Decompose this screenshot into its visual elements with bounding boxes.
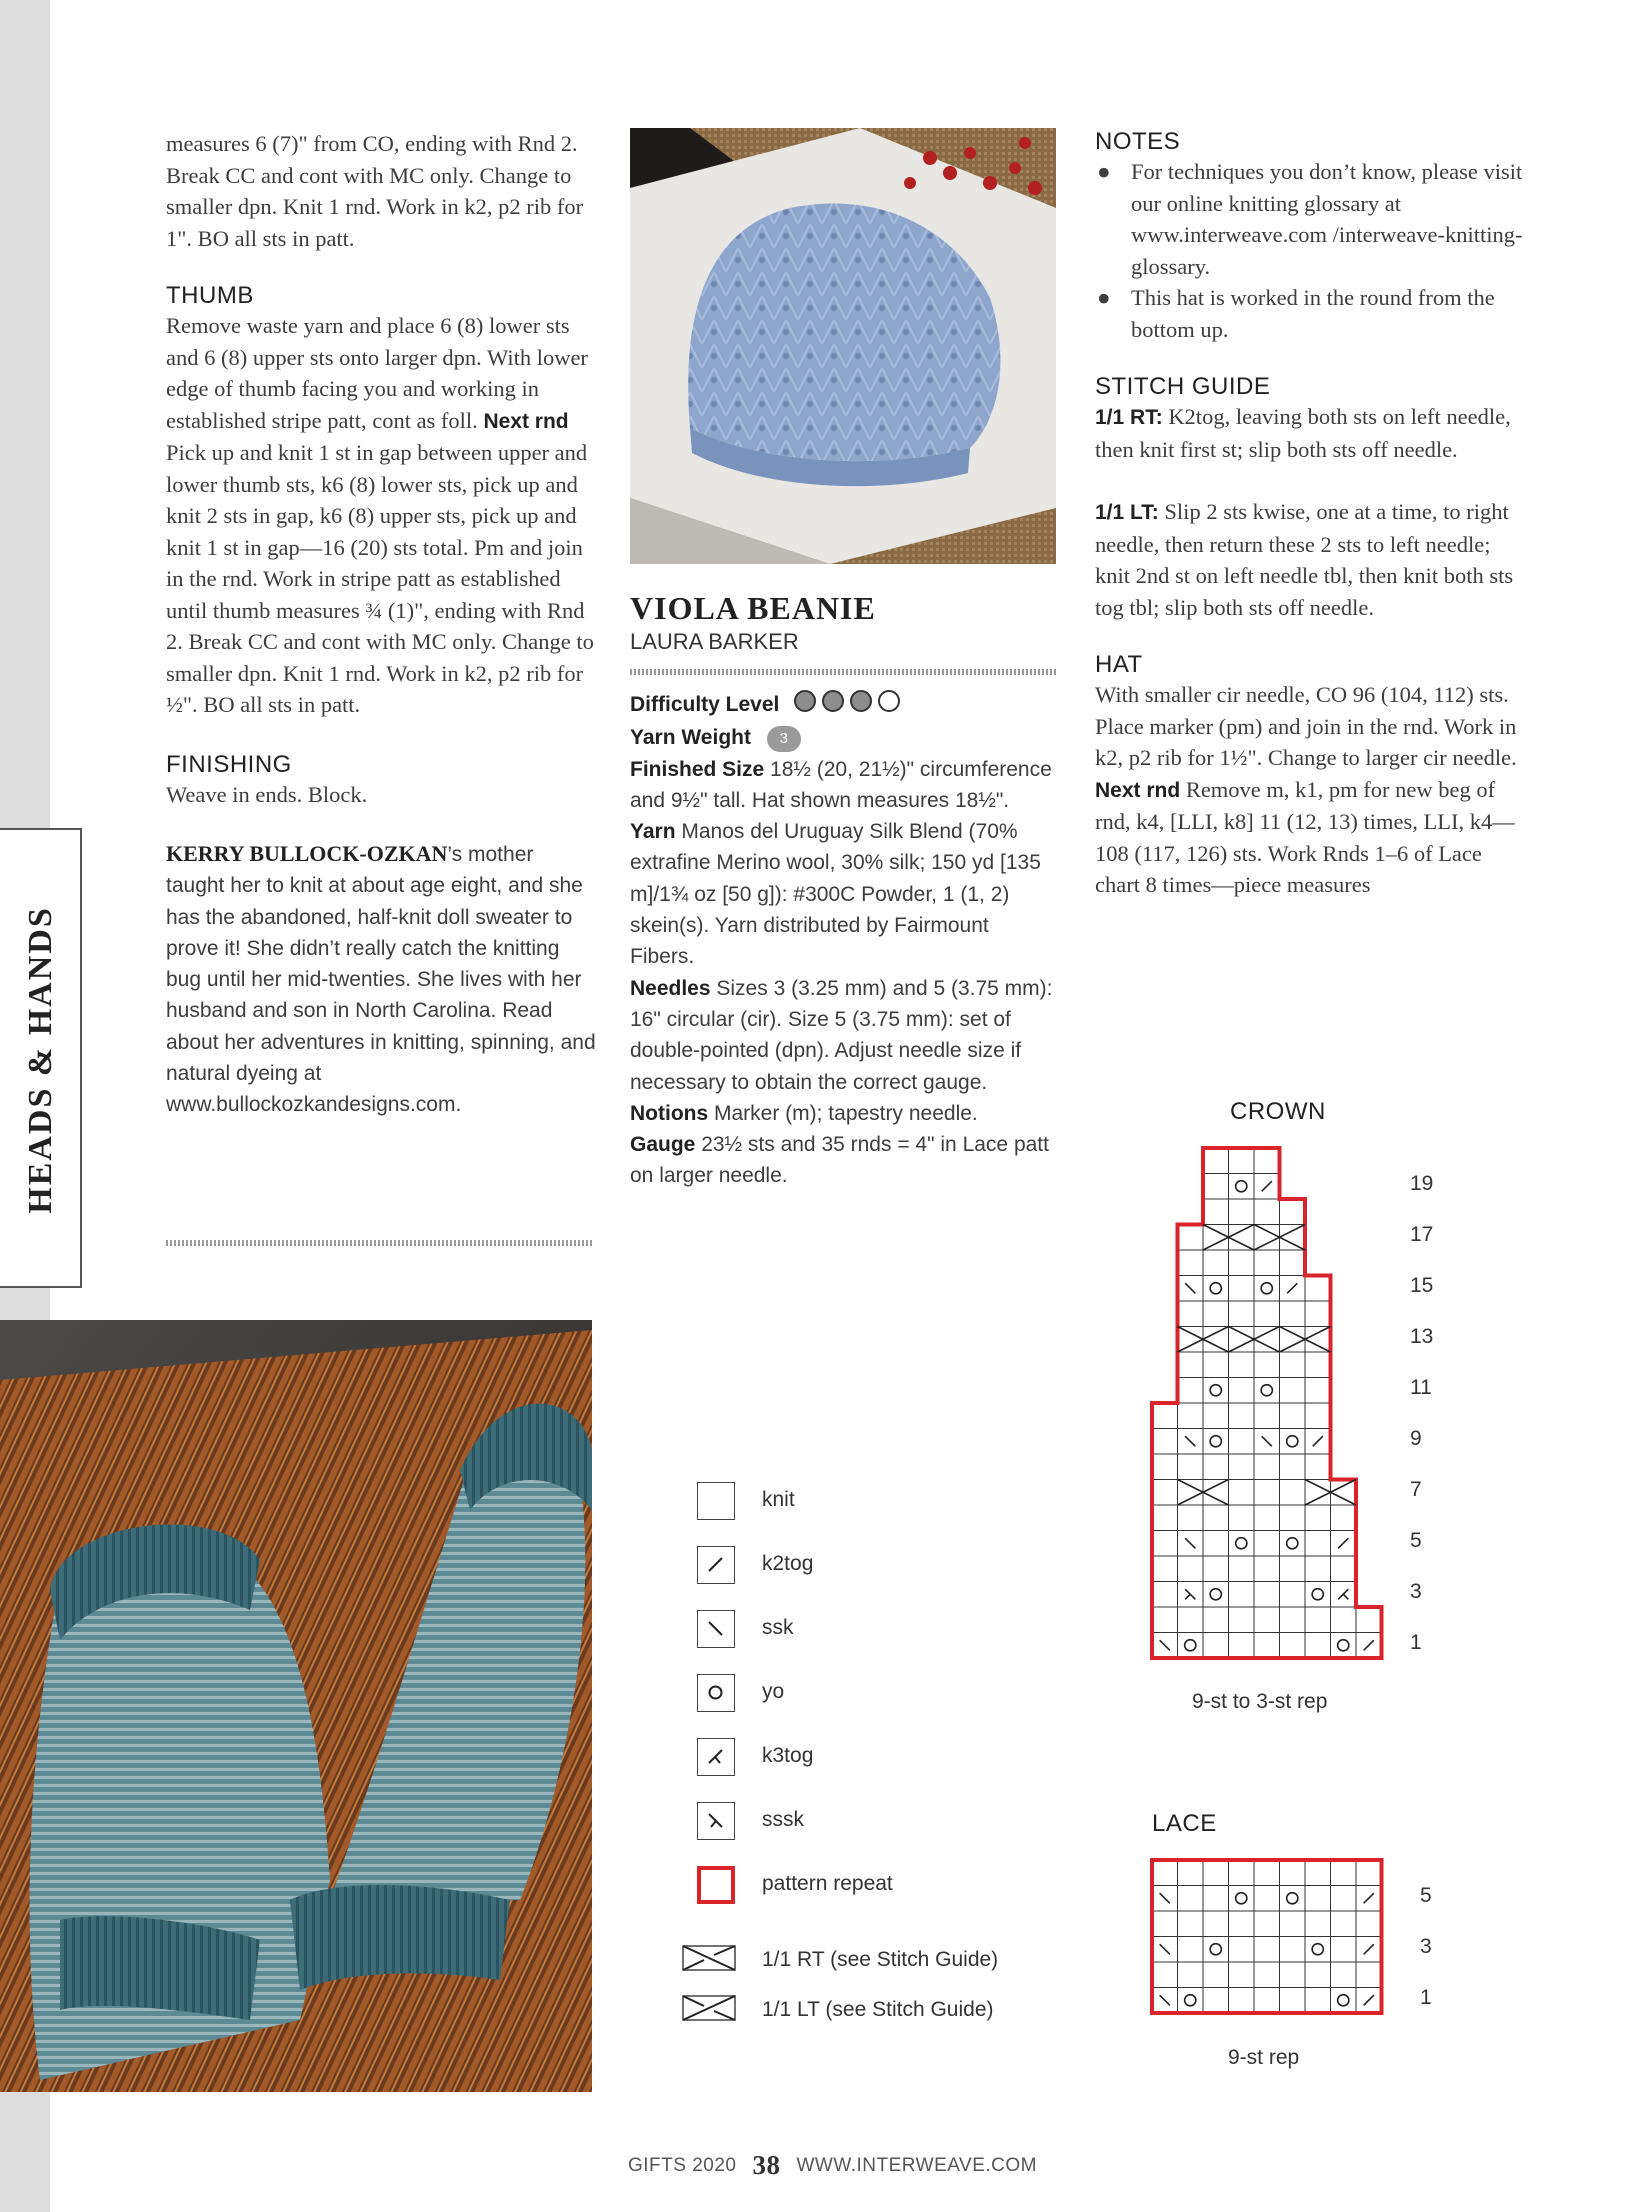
footer-url: WWW.INTERWEAVE.COM: [796, 2154, 1038, 2176]
chart-cell: [1254, 1556, 1280, 1582]
chart-cell: [1280, 1962, 1306, 1988]
beanie-photo: [630, 128, 1056, 564]
chart-cell: [1152, 1505, 1178, 1531]
chart-cell: [1280, 1403, 1306, 1429]
crown-row-number: 7: [1410, 1477, 1422, 1501]
chart-cell: [1280, 1911, 1306, 1937]
chart-cell: [1331, 1480, 1357, 1506]
chart-cell: [1254, 1327, 1280, 1353]
chart-cell: [1280, 1429, 1306, 1455]
chart-cell: [1331, 1988, 1357, 2014]
yarn-weight-number: 3: [779, 729, 788, 747]
notes-heading: NOTES: [1095, 128, 1181, 155]
chart-cell: [1178, 1633, 1204, 1659]
chart-cell: [1229, 1301, 1255, 1327]
chart-cell: [1178, 1250, 1204, 1276]
chart-cell: [1203, 1403, 1229, 1429]
chart-cell: [1229, 1148, 1255, 1174]
lt-cable-icon: [682, 1994, 738, 2024]
crown-row-number: 9: [1410, 1426, 1422, 1450]
chart-cell: [1152, 1962, 1178, 1988]
rt-text: K2tog, leaving both sts on left needle, then knit first st; slip both sts off needle.: [1095, 404, 1511, 462]
chart-cell: [1280, 1988, 1306, 2014]
notions-label: Notions: [630, 1101, 709, 1125]
column-left: [166, 128, 596, 1121]
chart-cell: [1254, 1607, 1280, 1633]
chart-cell: [1305, 1988, 1331, 2014]
chart-cell: [1280, 1250, 1306, 1276]
legend-label: k3tog: [762, 1744, 814, 1767]
beanie-photo-art: [630, 128, 1056, 564]
gauge-label: Gauge: [630, 1133, 696, 1157]
chart-cell: [1305, 1352, 1331, 1378]
lace-row-number: 1: [1420, 1985, 1432, 2009]
chart-cell: [1305, 1962, 1331, 1988]
chart-cell: [1254, 1531, 1280, 1557]
chart-cell: [1229, 1276, 1255, 1302]
chart-cell: [1203, 1174, 1229, 1200]
chart-cell: [1203, 1911, 1229, 1937]
chart-cell: [1331, 1937, 1357, 1963]
chart-cell: [1280, 1480, 1306, 1506]
chart-cell: [1331, 1633, 1357, 1659]
k2tog-icon: [697, 1546, 735, 1584]
crown-row-number: 5: [1410, 1528, 1422, 1552]
chart-cell: [1305, 1531, 1331, 1557]
bio-body: ’s mother taught her to knit at about age eight, and she has the abandoned, half-knit doll sweater to prove it! She didn’t really catch the knitting bug until her mid-twenties. She lives with her husband and son in North Carolina. Read about her adventures in knitting, spinning, and natural dyeing at www.bullockozkandesigns.com.: [166, 843, 596, 1117]
legend-label: pattern repeat: [762, 1872, 893, 1895]
chart-cell: [1229, 1633, 1255, 1659]
legend-label: sssk: [762, 1808, 804, 1831]
pattern-info: [630, 590, 1058, 1192]
chart-cell: [1305, 1454, 1331, 1480]
chart-cell: [1305, 1403, 1331, 1429]
chart-cell: [1254, 1988, 1280, 2014]
crown-repeat-label: 9-st to 3-st rep: [1192, 1690, 1328, 1713]
chart-cell: [1203, 1531, 1229, 1557]
title-rule: [630, 669, 1056, 675]
k3tog-icon: [697, 1738, 735, 1776]
chart-cell: [1229, 1607, 1255, 1633]
yarn-weight-label: Yarn Weight: [630, 726, 751, 750]
chart-cell: [1280, 1505, 1306, 1531]
yarn-weight-row: [630, 722, 1058, 753]
lt-label: 1/1 LT:: [1095, 501, 1159, 524]
chart-cell: [1203, 1301, 1229, 1327]
gauge-value: 23½ sts and 35 rnds = 4" in Lace patt on larger needle.: [630, 1133, 1049, 1188]
mitts-photo: [0, 1320, 592, 2092]
chart-cell: [1254, 1250, 1280, 1276]
chart-cell: [1203, 1860, 1229, 1886]
finished-size-value: 18½ (20, 21½)" circumference and 9½" tall. Hat shown measures 18½".: [630, 757, 1052, 812]
chart-cell: [1305, 1378, 1331, 1404]
chart-cell: [1280, 1633, 1306, 1659]
chart-cell: [1356, 1911, 1382, 1937]
crown-row-number: 17: [1410, 1222, 1434, 1246]
chart-cell: [1152, 1454, 1178, 1480]
difficulty-row: [630, 689, 1058, 722]
ssk-icon: [697, 1610, 735, 1648]
legend-label: knit: [762, 1488, 795, 1511]
needles-value: Sizes 3 (3.25 mm) and 5 (3.75 mm): 16" circular (cir). Size 5 (3.75 mm): set of double-pointed (dpn). Adjust needle size if necessary to obtain the correct gauge.: [630, 976, 1053, 1094]
chart-cell: [1280, 1454, 1306, 1480]
chart-cell: [1331, 1607, 1357, 1633]
chart-cell: [1229, 1225, 1255, 1251]
chart-cell: [1331, 1962, 1357, 1988]
chart-cell: [1203, 1454, 1229, 1480]
designer-name: LAURA BARKER: [630, 629, 799, 654]
note-2-text: This hat is worked in the round from the bottom up.: [1131, 285, 1495, 342]
chart-cell: [1229, 1505, 1255, 1531]
chart-cell: [1280, 1582, 1306, 1608]
crown-chart: [1148, 1144, 1388, 1664]
chart-cell: [1331, 1886, 1357, 1912]
pattern-title: VIOLA BEANIE: [630, 590, 876, 626]
hat-text-b: Remove m, k1, pm for new beg of rnd, k4, [LLI, k8] 11 (12, 13) times, LLI, k4—108 (117, 126) sts. Work Rnds 1–6 of Lace chart 8 times—piece measures: [1095, 776, 1515, 897]
chart-cell: [1178, 1911, 1204, 1937]
bio-name: KERRY BULLOCK-OZKAN: [166, 841, 448, 866]
chart-cell: [1203, 1199, 1229, 1225]
chart-cell: [1178, 1860, 1204, 1886]
chart-cell: [1229, 1199, 1255, 1225]
chart-cell: [1229, 1403, 1255, 1429]
chart-cell: [1229, 1911, 1255, 1937]
chart-cell: [1229, 1378, 1255, 1404]
chart-cell: [1229, 1988, 1255, 2014]
chart-cell: [1280, 1225, 1306, 1251]
chart-cell: [1229, 1429, 1255, 1455]
crown-row-number: 1: [1410, 1630, 1422, 1654]
crown-row-number: 15: [1410, 1273, 1434, 1297]
bio-text: [166, 838, 596, 1121]
chart-cell: [1254, 1911, 1280, 1937]
chart-cell: [1331, 1911, 1357, 1937]
chart-cell: [1229, 1174, 1255, 1200]
chart-cell: [1203, 1988, 1229, 2014]
chart-cell: [1203, 1582, 1229, 1608]
chart-cell: [1280, 1937, 1306, 1963]
chart-cell: [1203, 1276, 1229, 1302]
chart-cell: [1254, 1403, 1280, 1429]
chart-cell: [1280, 1886, 1306, 1912]
chart-cell: [1254, 1225, 1280, 1251]
rt-cable-icon: [682, 1944, 738, 1974]
chart-cell: [1305, 1480, 1331, 1506]
finished-size: [630, 754, 1058, 817]
chart-cell: [1229, 1556, 1255, 1582]
chart-cell: [1152, 1582, 1178, 1608]
chart-cell: [1178, 1607, 1204, 1633]
yarn-value: Manos del Uruguay Silk Blend (70% extrafine Merino wool, 30% silk; 150 yd [135 m]/1¾ oz [50 g]): #300C Powder, 1 (1, 2) skein(s). Yarn distributed by Fairmount Fibers.: [630, 820, 1041, 969]
chart-cell: [1229, 1250, 1255, 1276]
chart-cell: [1152, 1429, 1178, 1455]
chart-cell: [1356, 1860, 1382, 1886]
chart-cell: [1178, 1962, 1204, 1988]
lt-definition: [1095, 496, 1525, 623]
needles-label: Needles: [630, 976, 711, 1000]
note-1-text: For techniques you don’t know, please visit our online knitting glossary at www.interweave.com /interweave-knitting-glossary.: [1131, 159, 1523, 279]
chart-cell: [1229, 1860, 1255, 1886]
chart-cell: [1178, 1454, 1204, 1480]
thumb-text-a: Remove waste yarn and place 6 (8) lower sts and 6 (8) upper sts onto larger dpn. With lower edge of thumb facing you and working in established stripe patt, cont as foll.: [166, 313, 588, 433]
thumb-text: [166, 310, 596, 721]
chart-cell: [1152, 1480, 1178, 1506]
page-number: 38: [752, 2150, 781, 2180]
crown-chart-title: CROWN: [1230, 1098, 1326, 1125]
chart-cell: [1331, 1556, 1357, 1582]
column-rule: [166, 1240, 592, 1246]
chart-cell: [1229, 1886, 1255, 1912]
chart-cell: [1203, 1962, 1229, 1988]
chart-cell: [1203, 1225, 1229, 1251]
chart-cell: [1203, 1429, 1229, 1455]
chart-cell: [1305, 1911, 1331, 1937]
chart-cell: [1203, 1607, 1229, 1633]
chart-cell: [1203, 1327, 1229, 1353]
chart-cell: [1203, 1148, 1229, 1174]
lace-row-number: 5: [1420, 1883, 1432, 1907]
chart-cell: [1280, 1301, 1306, 1327]
yo-icon: [697, 1674, 735, 1712]
lt-text: Slip 2 sts kwise, one at a time, to right needle, then return these 2 sts to left needle; knit 2nd st on left needle tbl, then knit both sts tog tbl; slip both sts off needle.: [1095, 499, 1514, 620]
chart-cell: [1254, 1582, 1280, 1608]
section-label: HEADS & HANDS: [22, 906, 59, 1214]
chart-cell: [1152, 1556, 1178, 1582]
chart-cell: [1178, 1480, 1204, 1506]
chart-cell: [1152, 1403, 1178, 1429]
crown-row-number: 13: [1410, 1324, 1434, 1348]
chart-cell: [1203, 1250, 1229, 1276]
chart-cell: [1203, 1633, 1229, 1659]
chart-cell: [1178, 1556, 1204, 1582]
chart-cell: [1254, 1886, 1280, 1912]
chart-cell: [1254, 1199, 1280, 1225]
stitch-guide-heading: STITCH GUIDE: [1095, 373, 1271, 400]
chart-cell: [1254, 1480, 1280, 1506]
chart-cell: [1305, 1582, 1331, 1608]
chart-cell: [1152, 1860, 1178, 1886]
lace-chart-title: LACE: [1152, 1810, 1217, 1837]
chart-cell: [1229, 1352, 1255, 1378]
chart-cell: [1254, 1301, 1280, 1327]
chart-cell: [1254, 1505, 1280, 1531]
chart-cell: [1203, 1556, 1229, 1582]
chart-cell: [1254, 1148, 1280, 1174]
chart-cell: [1331, 1860, 1357, 1886]
page-footer: [628, 2150, 1037, 2181]
chart-cell: [1305, 1886, 1331, 1912]
legend-label: 1/1 RT (see Stitch Guide): [762, 1948, 999, 1971]
chart-cell: [1229, 1480, 1255, 1506]
yarn-label: Yarn: [630, 820, 676, 844]
rt-label: 1/1 RT:: [1095, 406, 1163, 429]
chart-cell: [1254, 1454, 1280, 1480]
difficulty-icon: [793, 689, 905, 722]
chart-cell: [1280, 1556, 1306, 1582]
chart-cell: [1305, 1301, 1331, 1327]
yarn-info: [630, 816, 1058, 972]
chart-cell: [1178, 1301, 1204, 1327]
chart-cell: [1305, 1633, 1331, 1659]
chart-cell: [1280, 1378, 1306, 1404]
chart-cell: [1152, 1911, 1178, 1937]
notions-value: Marker (m); tapestry needle.: [708, 1101, 978, 1125]
chart-cell: [1229, 1531, 1255, 1557]
footer-issue: GIFTS 2020: [628, 2154, 737, 2176]
lace-chart: [1148, 1856, 1388, 2020]
chart-cell: [1254, 1378, 1280, 1404]
pattern-specs: [630, 689, 1058, 1192]
chart-cell: [1305, 1937, 1331, 1963]
legend-label: ssk: [762, 1616, 794, 1639]
chart-cell: [1305, 1505, 1331, 1531]
thumb-next-rnd: Next rnd: [483, 409, 569, 433]
chart-cell: [1356, 1607, 1382, 1633]
notions-info: [630, 1098, 1058, 1129]
chart-cell: [1178, 1403, 1204, 1429]
chart-cell: [1178, 1988, 1204, 2014]
yarn-weight-icon: [767, 726, 801, 752]
chart-cell: [1178, 1378, 1204, 1404]
chart-cell: [1254, 1860, 1280, 1886]
finishing-heading: FINISHING: [166, 750, 292, 778]
chart-cell: [1178, 1225, 1204, 1251]
chart-cell: [1203, 1505, 1229, 1531]
chart-cell: [1254, 1962, 1280, 1988]
chart-cell: [1280, 1199, 1306, 1225]
chart-cell: [1254, 1276, 1280, 1302]
thumb-heading: THUMB: [166, 282, 254, 309]
note-2: [1095, 282, 1525, 345]
chart-cell: [1178, 1352, 1204, 1378]
hat-text: [1095, 679, 1525, 901]
finished-size-label: Finished Size: [630, 757, 765, 781]
chart-cell: [1229, 1582, 1255, 1608]
column-right: [1095, 128, 1525, 901]
needles-info: [630, 973, 1058, 1098]
chart-cell: [1254, 1352, 1280, 1378]
hat-text-a: With smaller cir needle, CO 96 (104, 112) sts. Place marker (pm) and join in the rnd. Work in k2, p2 rib for 1½". Change to larger cir needle.: [1095, 682, 1517, 770]
pattern-repeat-icon: [697, 1866, 735, 1904]
intro-text: measures 6 (7)" from CO, ending with Rnd 2. Break CC and cont with MC only. Change to smaller dpn. Knit 1 rnd. Work in k2, p2 rib for 1". BO all sts in patt.: [166, 131, 584, 251]
chart-cell: [1254, 1937, 1280, 1963]
chart-cell: [1203, 1886, 1229, 1912]
chart-cell: [1203, 1378, 1229, 1404]
chart-cell: [1356, 1962, 1382, 1988]
chart-cell: [1203, 1937, 1229, 1963]
mitts-photo-art: [0, 1320, 592, 2092]
lace-repeat-label: 9-st rep: [1228, 2046, 1300, 2069]
chart-cell: [1305, 1327, 1331, 1353]
chart-cell: [1178, 1886, 1204, 1912]
chart-cell: [1305, 1607, 1331, 1633]
rt-definition: [1095, 401, 1525, 465]
chart-cell: [1229, 1937, 1255, 1963]
bullet-icon: ●: [1097, 285, 1111, 310]
chart-cell: [1178, 1505, 1204, 1531]
chart-cell: [1203, 1352, 1229, 1378]
chart-cell: [1152, 1607, 1178, 1633]
note-1: [1095, 156, 1525, 282]
chart-cell: [1152, 1531, 1178, 1557]
chart-cell: [1229, 1327, 1255, 1353]
chart-cell: [1305, 1860, 1331, 1886]
gauge-info: [630, 1129, 1058, 1192]
legend-label: yo: [762, 1680, 785, 1703]
difficulty-label: Difficulty Level: [630, 693, 780, 717]
knit-icon: [697, 1482, 735, 1520]
chart-cell: [1280, 1607, 1306, 1633]
crown-row-number: 3: [1410, 1579, 1422, 1603]
chart-cell: [1178, 1327, 1204, 1353]
sssk-icon: [697, 1802, 735, 1840]
lace-row-number: 3: [1420, 1934, 1432, 1958]
thumb-text-b: Pick up and knit 1 st in gap between upper and lower thumb sts, k6 (8) lower sts, pick up and knit 2 sts in gap, k6 (8) upper sts, pick up and knit 1 st in gap—16 (20) sts total. Pm and join in the rnd. Work in stripe patt as established until thumb measures ¾ (1)", ending with Rnd 2. Break CC and cont with MC only. Change to smaller dpn. Knit 1 rnd. Work in k2, p2 rib for ½". BO all sts in patt.: [166, 440, 594, 717]
chart-cell: [1305, 1276, 1331, 1302]
chart-cell: [1280, 1531, 1306, 1557]
crown-row-number: 11: [1410, 1375, 1432, 1399]
bullet-icon: ●: [1097, 159, 1111, 184]
legend-label: 1/1 LT (see Stitch Guide): [762, 1998, 994, 2021]
chart-cell: [1229, 1454, 1255, 1480]
hat-next-rnd: Next rnd: [1095, 778, 1181, 802]
chart-cell: [1280, 1327, 1306, 1353]
hat-heading: HAT: [1095, 651, 1143, 678]
chart-cell: [1331, 1505, 1357, 1531]
chart-cell: [1280, 1352, 1306, 1378]
chart-cell: [1178, 1937, 1204, 1963]
chart-cell: [1203, 1480, 1229, 1506]
chart-cell: [1305, 1556, 1331, 1582]
crown-row-number: 19: [1410, 1171, 1434, 1195]
chart-cell: [1229, 1962, 1255, 1988]
chart-cell: [1280, 1860, 1306, 1886]
section-tab: [0, 828, 82, 1288]
legend-label: k2tog: [762, 1552, 814, 1575]
chart-cell: [1254, 1633, 1280, 1659]
finishing-text: Weave in ends. Block.: [166, 781, 368, 807]
